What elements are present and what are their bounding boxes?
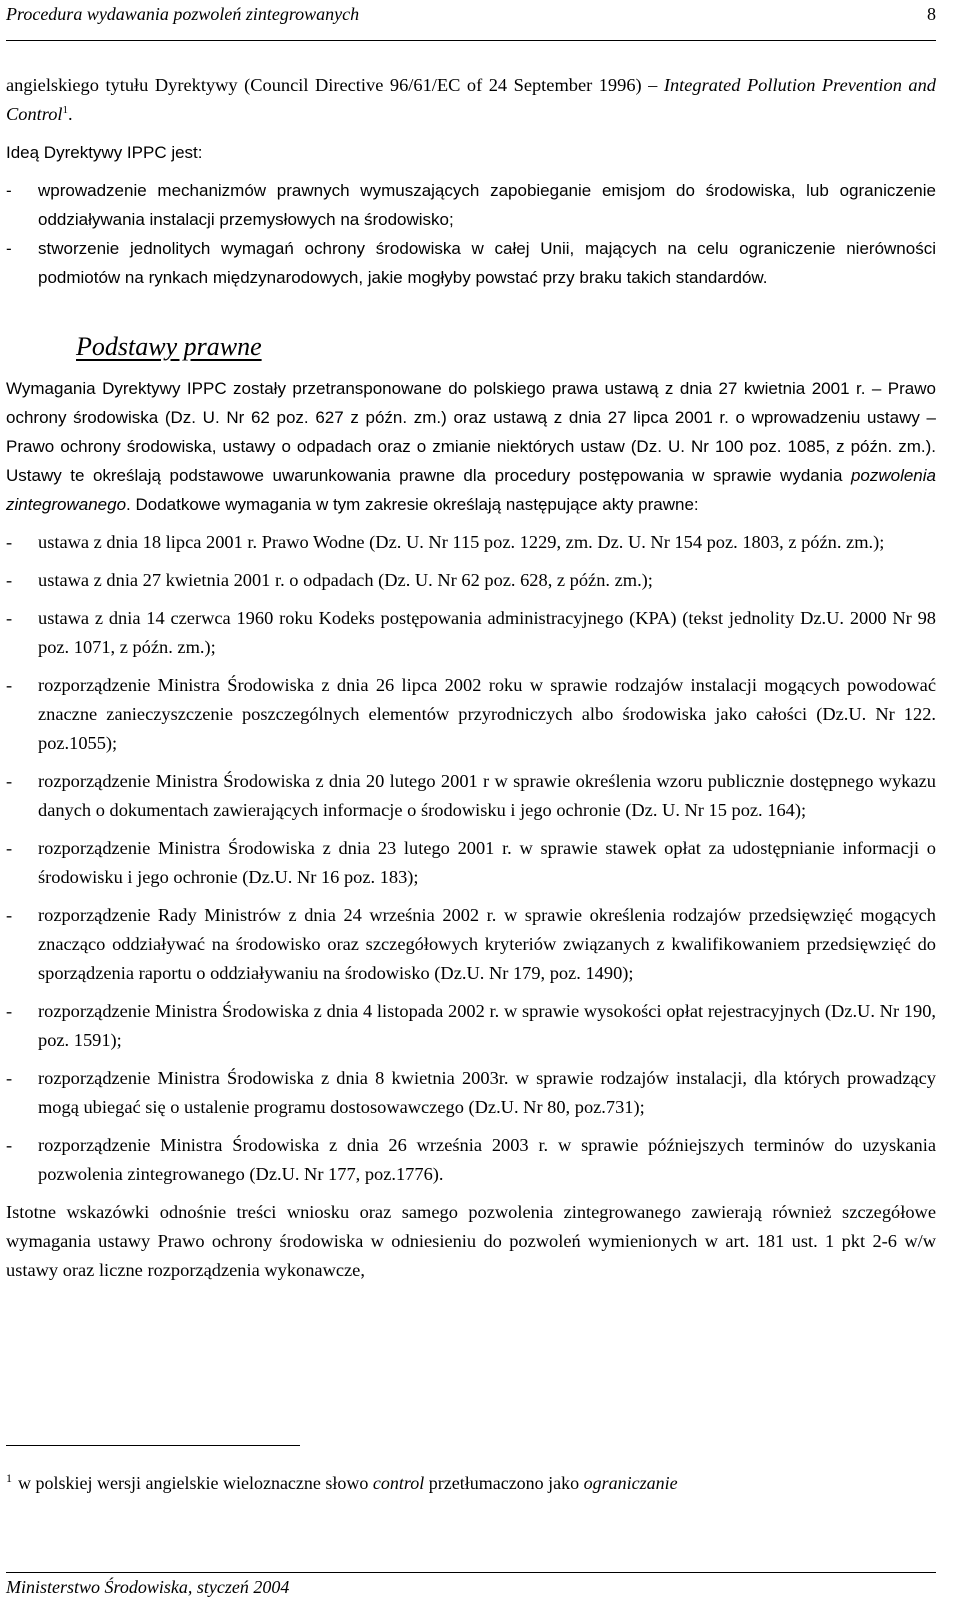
footer-rule (6, 1572, 936, 1573)
list-item: - wprowadzenie mechanizmów prawnych wymuszających zapobieganie emisjom do środowiska, lub ograniczenie oddziaływania instalacji przemysłowych na środowisko; (6, 176, 936, 234)
list-marker: - (6, 675, 13, 695)
list-marker: - (6, 1068, 13, 1088)
page-footer: Ministerstwo Środowiska, styczeń 2004 (6, 1577, 290, 1597)
list-item: - rozporządzenie Ministra Środowiska z dnia 26 września 2003 r. w sprawie późniejszych terminów do uzyskania pozwolenia zintegrowanego (Dz.U. Nr 177, poz.1776). (6, 1131, 936, 1189)
list-marker: - (6, 905, 13, 925)
header-rule (6, 40, 936, 41)
list-marker: - (6, 1001, 13, 1021)
list-marker: - (6, 1135, 13, 1155)
footnote-ref: 1 (62, 103, 69, 116)
list-marker: - (6, 608, 13, 628)
directive-title: Integrated Pollution Prevention and Control (6, 75, 936, 124)
document-body (6, 71, 936, 1285)
footnote-number: 1 (6, 1471, 12, 1485)
list-item: - stworzenie jednolitych wymagań ochrony środowiska w całej Unii, mających na celu ograniczenie nierówności podmiotów na rynkach międzynarodowych, jakie mogłyby powstać przy braku takich standardów. (6, 234, 936, 292)
ippc-lead: Ideą Dyrektywy IPPC jest: (6, 143, 203, 162)
header-title: Procedura wydawania pozwoleń zintegrowanych (6, 4, 360, 24)
list-item: - ustawa z dnia 27 kwietnia 2001 r. o odpadach (Dz. U. Nr 62 poz. 628, z późn. zm.); (6, 566, 936, 595)
page-number: 8 (927, 4, 936, 24)
list-item: - ustawa z dnia 14 czerwca 1960 roku Kodeks postępowania administracyjnego (KPA) (tekst jednolity Dz.U. 2000 Nr 98 poz. 1071, z późn. zm.); (6, 604, 936, 662)
section-heading: Podstawy prawne (76, 332, 262, 361)
list-item: - rozporządzenie Ministra Środowiska z dnia 23 lutego 2001 r. w sprawie stawek opłat za udostępnianie informacji o środowisku i jego ochronie (Dz.U. Nr 16 poz. 183); (6, 834, 936, 892)
list-marker: - (6, 532, 13, 552)
list-item: - ustawa z dnia 18 lipca 2001 r. Prawo Wodne (Dz. U. Nr 115 poz. 1229, zm. Dz. U. Nr 154 poz. 1803, z późn. zm.); (6, 528, 936, 557)
footnote-rule (6, 1445, 300, 1446)
list-marker: - (6, 570, 13, 590)
list-marker: - (6, 181, 12, 200)
closing-paragraph: Istotne wskazówki odnośnie treści wniosku oraz samego pozwolenia zintegrowanego zawierają również szczegółowe wymagania ustawy Prawo ochrony środowiska w odniesieniu do pozwoleń wymienionych w art. 181 ust. 1 pkt 2-6 w/w ustawy oraz liczne rozporządzenia wykonawcze, (6, 1202, 936, 1280)
list-item: - rozporządzenie Ministra Środowiska z dnia 20 lutego 2001 r w sprawie określenia wzoru publicznie dostępnego wykazu danych o dokumentach zawierających informacje o środowisku i jego ochronie (Dz. U. Nr 15 poz. 164); (6, 767, 936, 825)
list-marker: - (6, 239, 12, 258)
list-marker: - (6, 838, 13, 858)
footnote: $^1$ w polskiej wersji angielskie wieloznaczne słowo control przetłumaczono jako ograniczanie (6, 1471, 678, 1493)
intro-paragraph: angielskiego tytułu Dyrektywy (Council Directive 96/61/EC of 24 September 1996) – Integrated Pollution Prevention and Control$^1$. (6, 75, 936, 124)
page-header (6, 4, 936, 32)
list-item: - rozporządzenie Ministra Środowiska z dnia 4 listopada 2002 r. w sprawie wysokości opłat rejestracyjnych (Dz.U. Nr 190, poz. 1591); (6, 997, 936, 1055)
list-item: - rozporządzenie Rady Ministrów z dnia 24 września 2002 r. w sprawie określenia rodzajów przedsięwzięć mogących znacząco oddziaływać na środowisko oraz szczegółowych kryteriów związanych z kwalifikowaniem przedsięwzięć do sporządzenia raportu o oddziaływaniu na środowisko (Dz.U. Nr 179, poz. 1490); (6, 901, 936, 988)
section-paragraph: Wymagania Dyrektywy IPPC zostały przetransponowane do polskiego prawa ustawą z dnia 27 kwietnia 2001 r. – Prawo ochrony środowiska (Dz. U. Nr 62 poz. 627 z późn. zm.) oraz ustawą z dnia 27 lipca 2001 r. o wprowadzeniu ustawy – Prawo ochrony środowiska, ustawy o odpadach oraz o zmianie niektórych ustaw (Dz. U. Nr 100 poz. 1085, z późn. zm.). Ustawy te określają podstawowe uwarunkowania prawne dla procedury postępowania w sprawie wydania pozwolenia zintegrowanego. Dodatkowe wymagania w tym zakresie określają następujące akty prawne: (6, 379, 936, 514)
list-marker: - (6, 771, 13, 791)
list-item: - rozporządzenie Ministra Środowiska z dnia 8 kwietnia 2003r. w sprawie rodzajów instalacji, dla których prowadzący mogą ubiegać się o ustalenie programu dostosowawczego (Dz.U. Nr 80, poz.731); (6, 1064, 936, 1122)
list-item: - rozporządzenie Ministra Środowiska z dnia 26 lipca 2002 roku w sprawie rodzajów instalacji mogących powodować znaczne zanieczyszczenie poszczególnych elementów przyrodniczych albo środowiska jako całości (Dz.U. Nr 122. poz.1055); (6, 671, 936, 758)
